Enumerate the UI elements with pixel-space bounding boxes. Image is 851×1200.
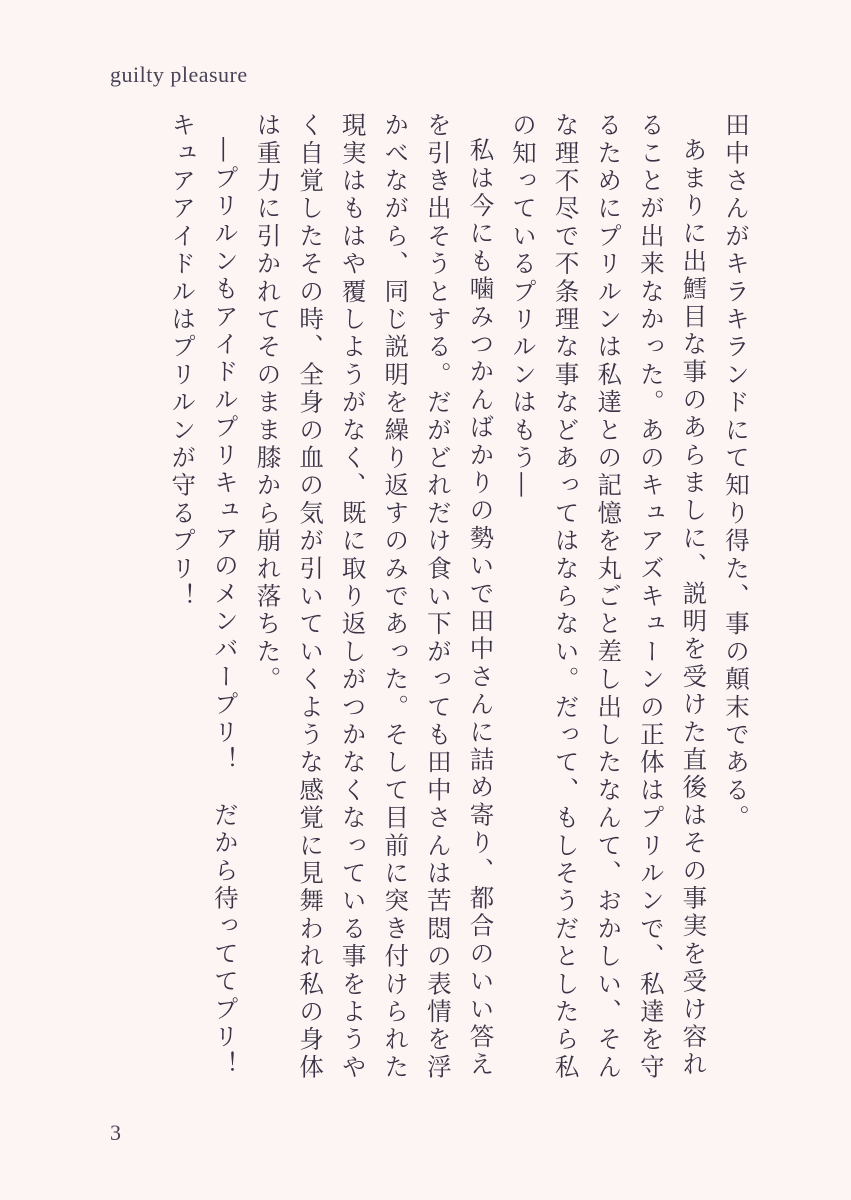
paragraph-3: 私は今にも噛みつかんばかりの勢いで田中さんに詰め寄り、都合のいい答えを引き出そうとする。だがどれだけ食い下がっても田中さんは苦悶の表情を浮かべながら、同じ説明を繰り返すのみであった。そして目前に突き付けられた現実はもはや覆しようがなく、既に取り返しがつかなくなっている事をようやく自覚したその時、全身の血の気が引いていくような感覚に見舞われ私の身体は重力に引かれてそのまま膝から崩れ落ちた。	[253, 112, 496, 1082]
paragraph-1: 田中さんがキラキランドにて知り得た、事の顛末である。	[722, 112, 751, 833]
running-title: guilty pleasure	[110, 62, 248, 87]
page-number: 3	[110, 1120, 121, 1145]
paragraph-dialogue-2: キュアアイドルはプリルンが守るプリ！	[168, 112, 198, 611]
paragraph-dialogue-1: ―プリルンもアイドルプリキュアのメンバープリ！ だから待っててプリ！	[210, 136, 240, 1079]
vertical-body-text	[161, 112, 757, 1092]
paragraph-2: あまりに出鱈目な事のあらましに、説明を受けた直後はその事実を受け容れることが出来なかった。あのキュアズキューンの正体はプリルンで、私達を守るためにプリルンは私達との記憶を丸ごと差し出したなんて、おかしい、そんな理不尽で不条理な事などあってはならない。だって、もしそうだとしたら私の知っているプリルンはもう―	[509, 112, 709, 1082]
